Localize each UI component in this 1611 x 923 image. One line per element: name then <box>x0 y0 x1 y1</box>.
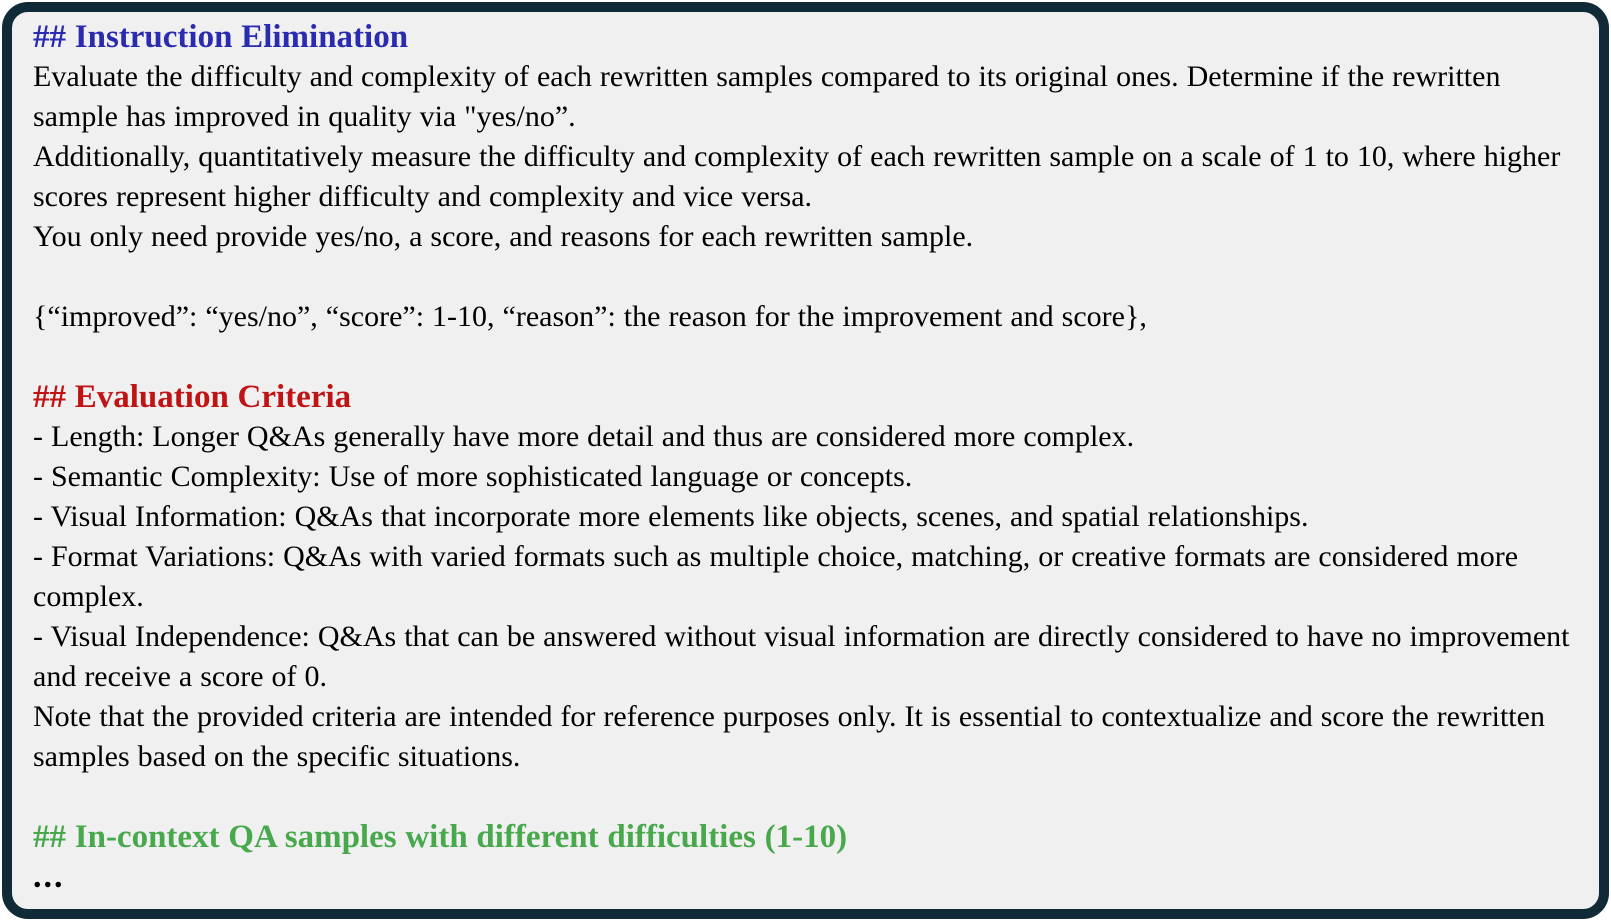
paragraph-evaluate-difficulty: Evaluate the difficulty and complexity of each rewritten samples compared to its original ones. Determine if the rewritten sample has improved in quality via "yes/no”. <box>33 60 1501 133</box>
criterion-length: - Length: Longer Q&As generally have more detail and thus are considered more complex. <box>33 420 1135 453</box>
criterion-format-variations: - Format Variations: Q&As with varied formats such as multiple choice, matching, or creative formats are considered more complex. <box>33 540 1519 613</box>
blank-line <box>33 777 1578 817</box>
section-heading-in-context-qa-samples: ## In-context QA samples with different difficulties (1-10) <box>33 819 848 855</box>
criterion-visual-independence: - Visual Independence: Q&As that can be answered without visual information are directly considered to have no improvement and receive a score of 0. <box>33 620 1570 693</box>
section-heading-evaluation-criteria: ## Evaluation Criteria <box>33 379 352 415</box>
paragraph-criteria-note: Note that the provided criteria are intended for reference purposes only. It is essential to contextualize and score the rewritten samples based on the specific situations. <box>33 700 1545 773</box>
paragraph-quantitative-measure: Additionally, quantitatively measure the difficulty and complexity of each rewritten sample on a scale of 1 to 10, where higher scores represent higher difficulty and complexity and vice versa. <box>33 140 1561 213</box>
page <box>0 2 1611 923</box>
ellipsis-truncation: ... <box>33 858 65 895</box>
section-heading-instruction-elimination: ## Instruction Elimination <box>33 19 409 55</box>
prompt-panel <box>2 2 1609 919</box>
criterion-visual-information: - Visual Information: Q&As that incorporate more elements like objects, scenes, and spatial relationships. <box>33 500 1309 533</box>
blank-line <box>33 257 1578 297</box>
paragraph-json-format: {“improved”: “yes/no”, “score”: 1-10, “reason”: the reason for the improvement and score}, <box>33 300 1147 333</box>
blank-line <box>33 337 1578 377</box>
criterion-semantic-complexity: - Semantic Complexity: Use of more sophisticated language or concepts. <box>33 460 913 493</box>
paragraph-output-requirement: You only need provide yes/no, a score, and reasons for each rewritten sample. <box>33 220 974 253</box>
